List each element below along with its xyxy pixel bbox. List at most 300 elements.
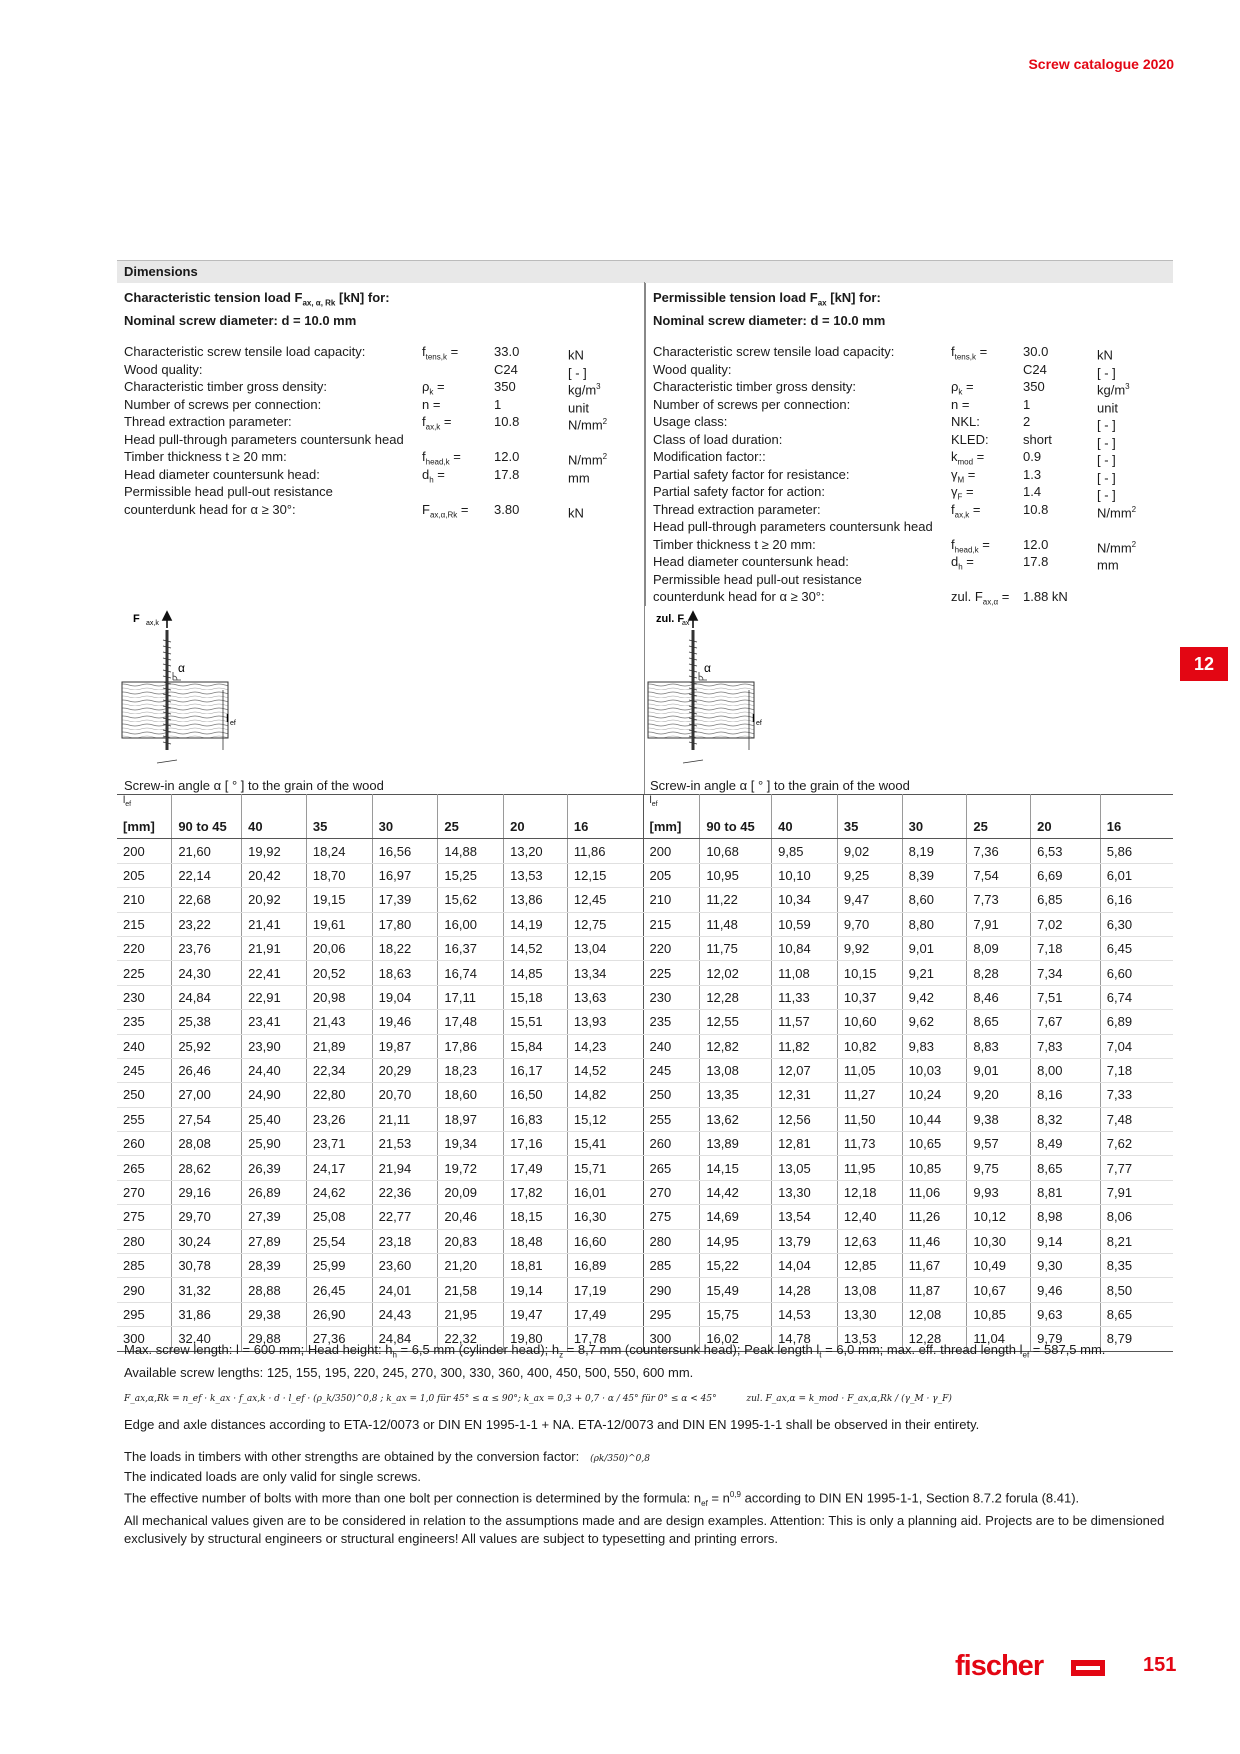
table-cell: 300 <box>643 1327 700 1351</box>
unit-sup: 2 <box>602 452 608 461</box>
table-cell: 13,34 <box>567 961 643 985</box>
table-cell: 7,36 <box>967 839 1031 863</box>
table-cell: 14,19 <box>504 912 568 936</box>
table-cell: 9,38 <box>967 1107 1031 1131</box>
unit-text: unit <box>1097 399 1118 415</box>
table-cell: 10,59 <box>772 912 838 936</box>
unit-text: kg/m <box>1097 382 1126 398</box>
table-cell: 12,40 <box>837 1205 902 1229</box>
table-cell: 275 <box>117 1205 172 1229</box>
parameter-value: 1.88 kN <box>1023 589 1068 604</box>
table-cell: 11,04 <box>967 1327 1031 1351</box>
table-cell: 26,90 <box>306 1302 372 1326</box>
symbol-eq: = <box>998 589 1010 604</box>
table-row <box>117 1254 1173 1278</box>
parameter-value: 12.0 <box>494 449 520 464</box>
lef-label: l <box>752 713 756 725</box>
table-cell: 9,42 <box>902 985 967 1009</box>
table-cell: 9,46 <box>1031 1278 1101 1302</box>
table-cell: 210 <box>117 888 172 912</box>
table-cell: 12,55 <box>700 1010 772 1034</box>
lef-label: l <box>226 713 230 725</box>
table-cell: 14,85 <box>504 961 568 985</box>
single-screws-note: The indicated loads are only valid for single screws. <box>124 1469 421 1485</box>
table-cell: 14,15 <box>700 1156 772 1180</box>
table-cell: 215 <box>643 912 700 936</box>
parameter-unit <box>568 501 628 519</box>
table-cell: 24,84 <box>372 1327 438 1351</box>
table-cell: 300 <box>117 1327 172 1351</box>
table-cell: 18,81 <box>504 1254 568 1278</box>
table-cell: 17,78 <box>567 1327 643 1351</box>
table-cell: 15,62 <box>438 888 504 912</box>
table-cell: 230 <box>117 985 172 1009</box>
table-cell: 13,08 <box>837 1278 902 1302</box>
table-cell: 10,03 <box>902 1058 967 1082</box>
screw-diagram-left <box>117 610 297 770</box>
table-cell: 18,70 <box>306 863 372 887</box>
table-header-cell <box>242 795 307 816</box>
table-cell: 7,04 <box>1100 1034 1173 1058</box>
parameter-symbol <box>951 553 1023 571</box>
unit-text: [ - ] <box>1097 364 1116 380</box>
table-cell: 290 <box>643 1278 700 1302</box>
parameter-row <box>653 396 1166 414</box>
table-cell: 7,67 <box>1031 1010 1101 1034</box>
tip-dimension <box>157 760 177 763</box>
table-cell: 7,34 <box>1031 961 1101 985</box>
heading-sub: ax, α, Rk <box>302 298 336 308</box>
table-cell: 24,90 <box>242 1083 307 1107</box>
table-cell: 21,43 <box>306 1010 372 1034</box>
table-cell: 20,98 <box>306 985 372 1009</box>
symbol-sub: ax,k <box>425 422 441 432</box>
parameter-unit <box>1097 361 1157 379</box>
table-cell: 25,08 <box>306 1205 372 1229</box>
table-cell: 18,23 <box>438 1058 504 1082</box>
table-cell: 5,86 <box>1100 839 1173 863</box>
table-cell: 10,84 <box>772 936 838 960</box>
table-cell: 16,89 <box>567 1254 643 1278</box>
parameter-label: Thread extraction parameter: <box>653 501 821 517</box>
symbol-sub: k <box>429 387 434 397</box>
table-header-cell: 40 <box>772 815 838 839</box>
table-cell: 6,74 <box>1100 985 1173 1009</box>
parameter-label: Permissible head pull-out resistance <box>124 484 333 499</box>
table-cell: 26,46 <box>172 1058 242 1082</box>
table-cell: 230 <box>643 985 700 1009</box>
symbol-eq: = <box>449 449 461 464</box>
table-cell: 16,56 <box>372 839 438 863</box>
table-cell: 12,85 <box>837 1254 902 1278</box>
parameter-symbol <box>951 378 1023 396</box>
parameter-symbol <box>951 361 1023 379</box>
parameter-value: 12.0 <box>1023 536 1049 552</box>
parameter-symbol <box>951 413 1023 431</box>
table-header-cell <box>438 795 504 816</box>
table-cell: 13,62 <box>700 1107 772 1131</box>
parameter-row <box>124 431 638 449</box>
table-cell: 6,85 <box>1031 888 1101 912</box>
parameter-value: 1 <box>494 396 502 412</box>
symbol-eq: = <box>975 344 988 359</box>
table-cell: 22,80 <box>306 1083 372 1107</box>
parameter-value: 3.80 <box>494 501 520 517</box>
table-cell: 285 <box>117 1254 172 1278</box>
symbol-text: f <box>951 501 955 517</box>
unit-sup: 3 <box>596 382 601 391</box>
table-cell: 18,60 <box>438 1083 504 1107</box>
table-cell: 7,91 <box>1100 1180 1173 1204</box>
table-cell: 9,92 <box>837 936 902 960</box>
table-cell: 11,22 <box>700 888 772 912</box>
dimensions-heading: Dimensions <box>117 260 1173 283</box>
parameter-value: C24 <box>494 361 518 377</box>
table-cell: 13,08 <box>700 1058 772 1082</box>
table-cell: 6,53 <box>1031 839 1101 863</box>
table-row <box>117 888 1173 912</box>
symbol-eq: = <box>973 449 985 464</box>
lef-sub: ef <box>651 801 658 808</box>
table-cell: 19,15 <box>306 888 372 912</box>
table-cell: 7,18 <box>1100 1058 1173 1082</box>
table-cell: 275 <box>643 1205 700 1229</box>
parameter-row <box>124 466 638 484</box>
table-cell: 14,52 <box>504 936 568 960</box>
symbol-text: d <box>422 466 430 482</box>
parameter-symbol <box>951 448 1023 466</box>
table-cell: 12,31 <box>772 1083 838 1107</box>
parameter-symbol <box>422 361 494 379</box>
table-cell: 9,01 <box>902 936 967 960</box>
table-cell: 16,17 <box>504 1058 568 1082</box>
characteristic-column <box>117 283 645 606</box>
lef-label-sub: ef <box>756 720 762 727</box>
table-cell: 14,78 <box>772 1327 838 1351</box>
table-cell: 295 <box>643 1302 700 1326</box>
table-cell: 265 <box>643 1156 700 1180</box>
table-cell: 10,82 <box>837 1034 902 1058</box>
parameter-row <box>653 448 1166 466</box>
symbol-sub: h <box>958 562 963 572</box>
force-arrow <box>163 612 171 628</box>
table-cell: 8,19 <box>902 839 967 863</box>
table-cell: 25,90 <box>242 1132 307 1156</box>
parameter-symbol <box>422 466 494 484</box>
table-header-cell <box>372 795 438 816</box>
table-cell: 10,44 <box>902 1107 967 1131</box>
table-header-cell <box>700 795 772 816</box>
table-cell: 6,16 <box>1100 888 1173 912</box>
parameter-label: Characteristic screw tensile load capacity: <box>124 344 366 359</box>
parameter-value <box>494 431 568 449</box>
parameter-label: Thread extraction parameter: <box>124 414 292 429</box>
table-cell: 11,82 <box>772 1034 838 1058</box>
parameter-value: C24 <box>1023 361 1047 377</box>
table-cell: 210 <box>643 888 700 912</box>
table-cell: 11,48 <box>700 912 772 936</box>
dimensions-block <box>117 260 1173 606</box>
table-cell: 24,43 <box>372 1302 438 1326</box>
table-cell: 12,81 <box>772 1132 838 1156</box>
table-cell: 21,53 <box>372 1132 438 1156</box>
table-cell: 11,33 <box>772 985 838 1009</box>
table-cell: 14,28 <box>772 1278 838 1302</box>
table-cell: 13,86 <box>504 888 568 912</box>
table-row <box>117 1302 1173 1326</box>
formula-characteristic: F_ax,α,Rk = n_ef · k_ax · f_ax,k · d · l_ef · (ρ_k/350)^0,8 ; k_ax = 1,0 für 45° ≤ α ≤ 90°; k_ax = 0,3 + 0,7 · α / 45° für 0° ≤ α < 45° <box>124 1393 717 1404</box>
table-header-cell <box>967 795 1031 816</box>
table-cell: 11,73 <box>837 1132 902 1156</box>
max-screw-length: Max. screw length: l = 600 mm; Head height: $h_h = 6,5$ mm (cylinder head); $h_z = 8,7$ mm (countersunk head); Peak length $l_t = 6,0$ mm; max. eff. thread length $l_{ef} = 587,5$ mm. <box>124 1342 1106 1360</box>
symbol-sub: F <box>957 492 963 502</box>
table-cell: 8,16 <box>1031 1083 1101 1107</box>
table-cell: 6,45 <box>1100 936 1173 960</box>
table-cell: 11,26 <box>902 1205 967 1229</box>
parameter-unit <box>568 413 628 431</box>
table-cell: 11,57 <box>772 1010 838 1034</box>
table-cell: 205 <box>643 863 700 887</box>
table-cell: 10,15 <box>837 961 902 985</box>
table-cell: 21,41 <box>242 912 307 936</box>
table-cell: 250 <box>643 1083 700 1107</box>
table-cell: 11,67 <box>902 1254 967 1278</box>
table-cell: 13,35 <box>700 1083 772 1107</box>
table-cell: 18,22 <box>372 936 438 960</box>
table-cell: 11,06 <box>902 1180 967 1204</box>
table-cell: 16,83 <box>504 1107 568 1131</box>
table-cell: 10,65 <box>902 1132 967 1156</box>
parameter-value: 350 <box>494 379 516 394</box>
unit-text: kN <box>1097 347 1113 363</box>
parameter-unit <box>568 361 628 379</box>
parameter-symbol <box>951 536 1023 554</box>
unit-text: mm <box>568 469 590 485</box>
table-header-cell <box>567 795 643 816</box>
table-cell: 12,63 <box>837 1229 902 1253</box>
lef-label: l <box>123 795 126 806</box>
table-cell: 19,47 <box>504 1302 568 1326</box>
table-cell: 12,15 <box>567 863 643 887</box>
table-cell: 28,08 <box>172 1132 242 1156</box>
table-cell: 16,74 <box>438 961 504 985</box>
parameter-row <box>124 448 638 466</box>
table-cell: 24,01 <box>372 1278 438 1302</box>
table-row <box>117 1034 1173 1058</box>
table-cell: 10,67 <box>967 1278 1031 1302</box>
parameter-symbol <box>422 501 494 519</box>
table-cell: 24,62 <box>306 1180 372 1204</box>
table-cell: 11,50 <box>837 1107 902 1131</box>
force-label-sub: ax,k <box>146 620 159 627</box>
parameter-row <box>124 483 638 501</box>
parameter-label: Partial safety factor for action: <box>653 484 825 499</box>
symbol-eq: = <box>978 536 990 552</box>
table-cell: 9,01 <box>967 1058 1031 1082</box>
table-header-cell: 90 to 45 <box>172 815 242 839</box>
table-cell: 9,57 <box>967 1132 1031 1156</box>
table-cell: 18,48 <box>504 1229 568 1253</box>
table-cell: 7,18 <box>1031 936 1101 960</box>
parameter-symbol <box>422 413 494 431</box>
parameter-value <box>1023 518 1097 536</box>
parameter-label: counterdunk head for α ≥ 30°: <box>653 589 825 604</box>
table-cell: 8,28 <box>967 961 1031 985</box>
table-cell: 14,82 <box>567 1083 643 1107</box>
table-cell: 16,60 <box>567 1229 643 1253</box>
table-cell: 16,01 <box>567 1180 643 1204</box>
parameter-row <box>124 413 638 431</box>
table-cell: 20,29 <box>372 1058 438 1082</box>
symbol-text: d <box>951 554 959 569</box>
table-cell: 21,11 <box>372 1107 438 1131</box>
parameter-row <box>124 343 638 361</box>
table-header-cell: [mm] <box>643 815 700 839</box>
parameter-symbol <box>422 343 494 361</box>
parameter-value: 0.9 <box>1023 449 1042 464</box>
table-cell: 8,35 <box>1100 1254 1173 1278</box>
table-cell: 10,34 <box>772 888 838 912</box>
unit-text: kN <box>568 347 584 363</box>
table-header-row <box>117 795 1173 816</box>
parameter-row <box>124 396 638 414</box>
disclaimer: All mechanical values given are to be considered in relation to the assumptions made and are design examples. Attention: This is only a planning aid. Projects are to be dimensioned exclusively by structural engineers or structural engineers! All values are subject to typesetting and printing errors. <box>124 1513 1165 1546</box>
table-cell: 16,00 <box>438 912 504 936</box>
table-row <box>117 1010 1173 1034</box>
table-cell: 29,16 <box>172 1180 242 1204</box>
table-cell: 12,75 <box>567 912 643 936</box>
table-cell: 24,17 <box>306 1156 372 1180</box>
table-cell: 11,86 <box>567 839 643 863</box>
parameter-unit <box>568 431 628 449</box>
table-cell: 21,95 <box>438 1302 504 1326</box>
table-cell: 8,46 <box>967 985 1031 1009</box>
table-cell: 295 <box>117 1302 172 1326</box>
table-cell: 9,63 <box>1031 1302 1101 1326</box>
table-cell: 12,28 <box>902 1327 967 1351</box>
table-cell: 23,18 <box>372 1229 438 1253</box>
table-cell: 11,95 <box>837 1156 902 1180</box>
table-cell: 27,00 <box>172 1083 242 1107</box>
table-cell: 18,24 <box>306 839 372 863</box>
parameter-unit <box>568 448 628 466</box>
table-cell: 20,92 <box>242 888 307 912</box>
table-cell: 30,78 <box>172 1254 242 1278</box>
table-cell: 22,34 <box>306 1058 372 1082</box>
symbol-text: ρ <box>951 379 959 394</box>
heading-text: Permissible tension load F <box>653 290 818 305</box>
table-cell: 22,77 <box>372 1205 438 1229</box>
unit-sup: 2 <box>602 417 608 426</box>
table-cell: 10,49 <box>967 1254 1031 1278</box>
permissible-column <box>645 283 1173 606</box>
table-cell: 16,02 <box>700 1327 772 1351</box>
parameter-label: Characteristic timber gross density: <box>653 379 857 394</box>
table-cell: 200 <box>117 839 172 863</box>
table-header-cell <box>306 795 372 816</box>
table-cell: 20,52 <box>306 961 372 985</box>
table-cell: 24,84 <box>172 985 242 1009</box>
table-cell: 18,63 <box>372 961 438 985</box>
symbol-text: F <box>422 501 430 517</box>
table-cell: 9,70 <box>837 912 902 936</box>
table-header-cell <box>772 795 838 816</box>
parameter-value <box>1023 571 1097 589</box>
parameter-row <box>653 361 1166 379</box>
table-cell: 235 <box>117 1010 172 1034</box>
table-row <box>117 1107 1173 1131</box>
table-cell: 13,54 <box>772 1205 838 1229</box>
parameter-unit <box>568 466 628 484</box>
parameter-unit <box>1097 431 1157 449</box>
table-cell: 23,71 <box>306 1132 372 1156</box>
table-cell: 15,75 <box>700 1302 772 1326</box>
heading-sub: ax <box>817 298 827 308</box>
table-cell: 11,05 <box>837 1058 902 1082</box>
table-cell: 14,95 <box>700 1229 772 1253</box>
chapter-tab[interactable]: 12 <box>1180 647 1228 681</box>
parameter-unit <box>1097 536 1157 554</box>
heading-text: [kN] for: <box>826 290 881 305</box>
table-cell: 225 <box>643 961 700 985</box>
table-cell: 10,68 <box>700 839 772 863</box>
table-row <box>117 961 1173 985</box>
table-cell: 27,54 <box>172 1107 242 1131</box>
table-cell: 225 <box>117 961 172 985</box>
symbol-eq: = <box>964 466 976 482</box>
table-cell: 8,98 <box>1031 1205 1101 1229</box>
alpha-label: α <box>178 661 185 675</box>
nominal-diameter: Nominal screw diameter: d = 10.0 mm <box>653 312 886 328</box>
table-cell: 10,12 <box>967 1205 1031 1229</box>
table-cell: 21,94 <box>372 1156 438 1180</box>
table-cell: 14,69 <box>700 1205 772 1229</box>
table-cell: 17,16 <box>504 1132 568 1156</box>
symbol-sub: tens,k <box>954 352 976 362</box>
conversion-formula: (ρk/350)^0,8 <box>590 1453 650 1464</box>
table-cell: 205 <box>117 863 172 887</box>
table-cell: 15,49 <box>700 1278 772 1302</box>
table-cell: 215 <box>117 912 172 936</box>
table-row <box>117 1278 1173 1302</box>
table-header-cell: 35 <box>306 815 372 839</box>
table-header-cell: 20 <box>1031 815 1101 839</box>
symbol-sub: ax,α <box>982 597 999 607</box>
symbol-eq: = <box>457 501 469 517</box>
table-cell: 17,11 <box>438 985 504 1009</box>
table-row <box>117 1058 1173 1082</box>
characteristic-heading <box>124 289 638 328</box>
table-cell: 10,85 <box>902 1156 967 1180</box>
symbol-text: γ <box>951 466 958 482</box>
table-header-cell <box>172 795 242 816</box>
table-cell: 255 <box>643 1107 700 1131</box>
symbol-eq: = <box>962 554 974 569</box>
table-cell: 8,39 <box>902 863 967 887</box>
parameter-value: 1 <box>1023 396 1031 412</box>
table-header-cell: 16 <box>567 815 643 839</box>
table-cell: 245 <box>117 1058 172 1082</box>
table-cell: 17,86 <box>438 1034 504 1058</box>
table-cell: 9,20 <box>967 1083 1031 1107</box>
parameter-row <box>653 553 1166 571</box>
table-cell: 31,32 <box>172 1278 242 1302</box>
table-row <box>117 1132 1173 1156</box>
table-cell: 8,21 <box>1100 1229 1173 1253</box>
parameter-unit <box>1097 518 1157 536</box>
lef-label: l <box>649 795 652 806</box>
table-cell: 11,08 <box>772 961 838 985</box>
